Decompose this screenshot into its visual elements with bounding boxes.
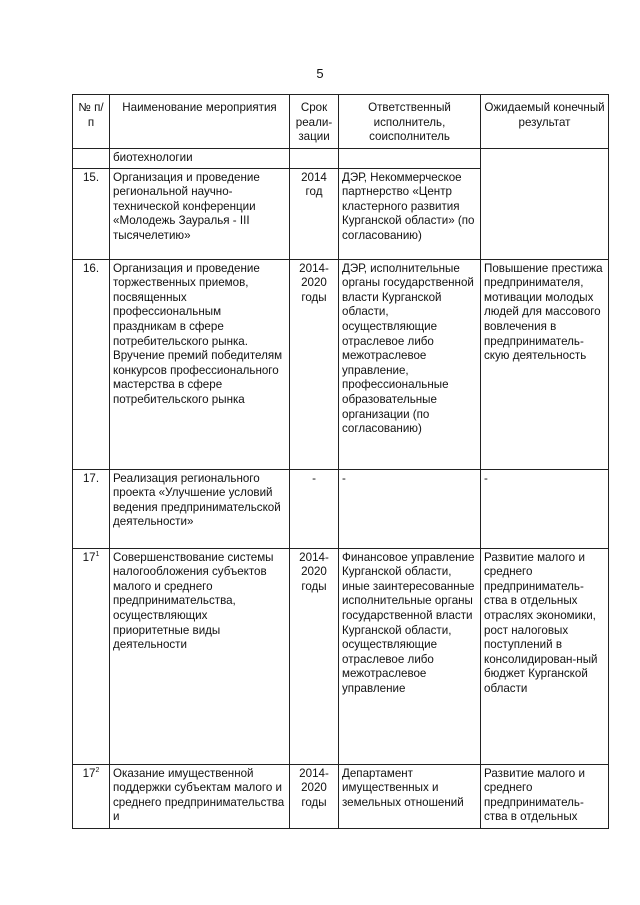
row-result: Развитие малого и среднего предприниматель-ства в отдельных отраслях экономики, рост налоговых поступлений в консолидирован-ный бюджет Курганской области	[481, 548, 609, 764]
page-number: 5	[316, 66, 324, 81]
table-row	[73, 469, 609, 548]
row-num-superscript: 1	[95, 550, 100, 558]
header-name: Наименование мероприятия	[110, 95, 290, 149]
row-name: Организация и проведение торжественных приемов, посвященных профессиональным праздникам в сфере потребительского рынка. Вручение премий победителям конкурсов профессионального мастерства в сфере потребительского рынка	[110, 259, 290, 469]
row-name: Совершенствование системы налогообложения субъектов малого и среднего предпринимательства, осуществляющих приоритетные виды деятельности	[110, 548, 290, 764]
row-result: Повышение престижа предпринимателя, мотивации молодых людей для массового вовлечения в предприниматель-скую деятельность	[481, 259, 609, 469]
row-term: -	[290, 469, 339, 548]
row-num-value: 17	[82, 550, 96, 564]
row-num-value: 17	[82, 766, 96, 780]
row-executor: -	[339, 469, 481, 548]
header-result: Ожидаемый конечный результат	[481, 95, 609, 149]
header-term: Срок реали-зации	[290, 95, 339, 149]
row-num: 15.	[73, 168, 110, 259]
row-name: Организация и проведение региональной научно-технической конференции «Молодежь Зауралья - III тысячелетию»	[110, 168, 290, 259]
header-executor: Ответственный исполнитель, соисполнитель	[339, 95, 481, 149]
row-result: Развитие малого и среднего предприниматель-ства в отдельных	[481, 764, 609, 828]
row-num: 17.	[73, 469, 110, 548]
row-name: биотехнологии	[110, 149, 290, 169]
row-num: 16.	[73, 259, 110, 469]
row-executor: Департамент имущественных и земельных отношений	[339, 764, 481, 828]
row-executor	[339, 149, 481, 169]
row-term: 2014-2020 годы	[290, 764, 339, 828]
row-executor: ДЭР, Некоммерческое партнерство «Центр кластерного развития Курганской области» (по согласованию)	[339, 168, 481, 259]
row-term	[290, 149, 339, 169]
row-result: -	[481, 469, 609, 548]
row-executor: ДЭР, исполнительные органы государственной власти Курганской области, осуществляющие отраслевое либо межотраслевое управление, профессиональные образовательные организации (по согласованию)	[339, 259, 481, 469]
row-term: 2014-2020 годы	[290, 548, 339, 764]
table-header-row	[73, 95, 609, 149]
row-name: Реализация регионального проекта «Улучшение условий ведения предпринимательской деятельности»	[110, 469, 290, 548]
table-row	[73, 259, 609, 469]
row-num-superscript: 2	[95, 766, 100, 774]
header-num: № п/п	[73, 95, 110, 149]
row-name: Оказание имущественной поддержки субъектам малого и среднего предпринимательства и	[110, 764, 290, 828]
table-row	[73, 149, 609, 169]
table-row	[73, 548, 609, 764]
row-result	[481, 149, 609, 260]
measures-table	[72, 94, 609, 829]
row-executor: Финансовое управление Курганской области, иные заинтересованные исполнительные органы государственной власти Курганской области, осуществляющие отраслевое либо межотраслевое управление	[339, 548, 481, 764]
row-term: 2014-2020 годы	[290, 259, 339, 469]
table-row	[73, 764, 609, 828]
row-num	[73, 548, 110, 764]
row-term: 2014 год	[290, 168, 339, 259]
row-num	[73, 764, 110, 828]
row-num	[73, 149, 110, 169]
